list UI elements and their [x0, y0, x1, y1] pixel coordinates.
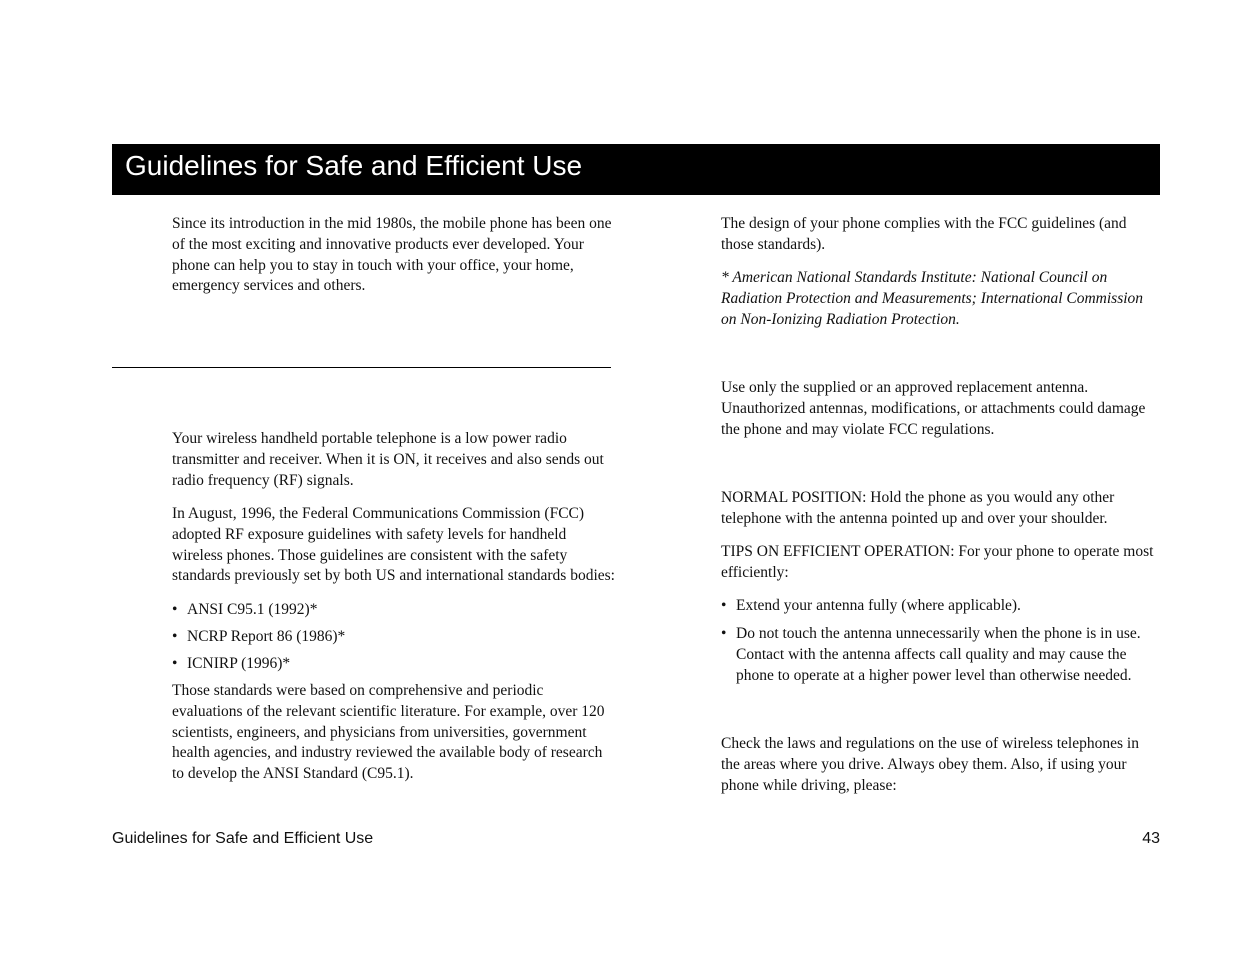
page-title: Guidelines for Safe and Efficient Use [125, 150, 583, 181]
page-number: 43 [1142, 830, 1160, 847]
fcc-guidelines-paragraph: In August, 1996, the Federal Communications Commission (FCC) adopted RF exposure guidelines with safety levels for handheld wireless phones. Those guidelines are consistent with the safety standards previously set by both US and international standards bodies: [172, 505, 615, 585]
footnote: * American National Standards Institute: National Council on Radiation Protection and Measurements; International Commission on Non-Ionizing Radiation Protection. [721, 269, 1144, 328]
footer-section-title: Guidelines for Safe and Efficient Use [112, 830, 374, 847]
intro-paragraph: Since its introduction in the mid 1980s, the mobile phone has been one of the most exciting and innovative products ever developed. Your phone can help you to stay in touch with your office, your home, emergency services and others. [172, 215, 612, 295]
compliance-paragraph: The design of your phone complies with the FCC guidelines (and those standards). [721, 215, 1127, 253]
list-item: • Extend your antenna fully (where applicable). [721, 596, 1161, 617]
section-title-bar [112, 144, 1160, 195]
bullet-icon: • [172, 628, 178, 645]
bullet-icon: • [721, 625, 727, 642]
divider-rule [112, 367, 611, 368]
bullet-icon: • [721, 597, 727, 614]
normal-position-paragraph: NORMAL POSITION: Hold the phone as you would any other telephone with the antenna pointed up and over your shoulder. [721, 489, 1115, 527]
standards-paragraph: Those standards were based on comprehensive and periodic evaluations of the relevant scientific literature. For example, over 120 scientists, engineers, and physicians from universities, government health agencies, and industry reviewed the available body of research to develop the ANSI Standard (C95.1). [172, 682, 605, 783]
list-item: • ANSI C95.1 (1992)* [172, 600, 617, 621]
list-item: • Do not touch the antenna unnecessarily when the phone is in use. Contact with the antenna affects call quality and may cause the phone to operate at a higher power level than otherwise needed. [721, 625, 1141, 684]
list-item: • NCRP Report 86 (1986)* [172, 627, 617, 648]
list-item: • ICNIRP (1996)* [172, 654, 617, 675]
driving-paragraph: Check the laws and regulations on the use of wireless telephones in the areas where you drive. Always obey them. Also, if using your phone while driving, please: [721, 735, 1139, 794]
tips-paragraph: TIPS ON EFFICIENT OPERATION: For your phone to operate most efficiently: [721, 543, 1154, 581]
bullet-icon: • [172, 601, 178, 618]
bullet-icon: • [172, 655, 178, 672]
rf-transmitter-paragraph: Your wireless handheld portable telephone is a low power radio transmitter and receiver. When it is ON, it receives and also sends out radio frequency (RF) signals. [172, 430, 604, 489]
antenna-paragraph: Use only the supplied or an approved replacement antenna. Unauthorized antennas, modifications, or attachments could damage the phone and may violate FCC regulations. [721, 379, 1146, 438]
